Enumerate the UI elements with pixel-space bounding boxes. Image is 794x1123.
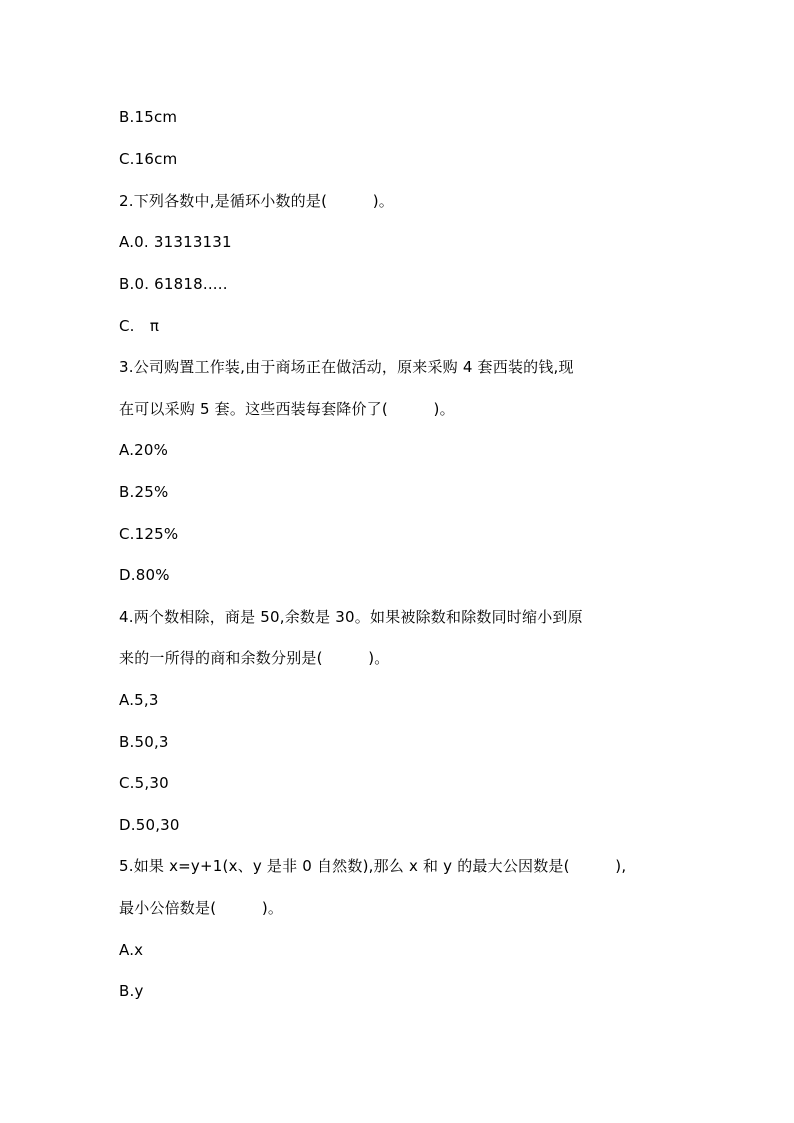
option-d-q4: D.50,30 xyxy=(119,816,180,834)
option-b-q3: B.25% xyxy=(119,483,169,501)
option-c-q1: C.16cm xyxy=(119,150,178,168)
option-a-q5: A.x xyxy=(119,941,144,959)
question-4-line-2: 来的一所得的商和余数分别是( )。 xyxy=(119,649,390,667)
question-3-line-2: 在可以采购 5 套。这些西装每套降价了( )。 xyxy=(119,400,455,418)
question-5-line-2: 最小公倍数是( )。 xyxy=(119,899,284,917)
option-a-q4: A.5,3 xyxy=(119,691,159,709)
question-3-line-1: 3.公司购置工作装,由于商场正在做活动，原来采购 4 套西装的钱,现 xyxy=(119,358,574,376)
option-b-q5: B.y xyxy=(119,982,144,1000)
option-b-q4: B.50,3 xyxy=(119,733,169,751)
option-d-q3: D.80% xyxy=(119,566,170,584)
option-c-q3: C.125% xyxy=(119,525,179,543)
option-a-q2: A.0. 31313131 xyxy=(119,233,232,251)
option-c-q4: C.5,30 xyxy=(119,774,169,792)
option-a-q3: A.20% xyxy=(119,441,169,459)
question-2: 2.下列各数中,是循环小数的是( )。 xyxy=(119,192,394,210)
option-b-q2: B.0. 61818..... xyxy=(119,275,228,293)
question-4-line-1: 4.两个数相除，商是 50,余数是 30。如果被除数和除数同时缩小到原 xyxy=(119,608,583,626)
question-5-line-1: 5.如果 x=y+1(x、y 是非 0 自然数),那么 x 和 y 的最大公因数是( ), xyxy=(119,857,627,875)
option-c-q2: C. π xyxy=(119,317,160,335)
option-b-q1: B.15cm xyxy=(119,108,178,126)
